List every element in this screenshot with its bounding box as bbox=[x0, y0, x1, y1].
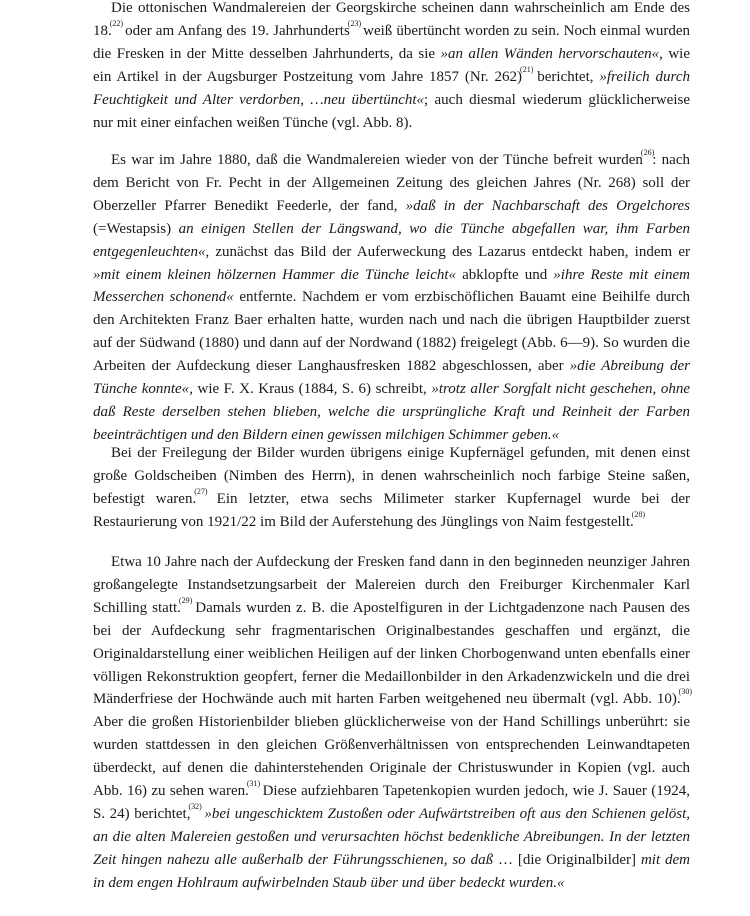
body-text: Bei der Freilegung der Bilder wurden übrigens einige Kupfernägel gefunden, mit denen einst große Goldscheiben (Nimben des Herrn), in denen wahrscheinlich noch farbige Steine saßen, befestigt waren. bbox=[93, 445, 690, 507]
body-text: : nach dem Bericht von Fr. Pecht in der Allgemeinen Zeitung des gleichen Jahres (Nr. 268) soll der Oberzeller Pfarrer Benedikt Feederle, der fand, bbox=[93, 152, 690, 214]
quoted-text: »freilich durch Feuchtigkeit und Alter verdorben, …neu übertüncht« bbox=[93, 68, 690, 108]
body-text: entfernte. Nachdem er vom erzbischöflichen Bauamt eine Beihilfe durch den Architekten Franz Baer erhalten hatte, wurden nach und nach die übrigen Hauptbilder zuerst auf der Südwand (1880) und dann auf der Nordwand (1882) freigelegt (Abb. 6—9). So wurden die Arbeiten der Aufdeckung dieser Langhausfresken 1882 abgeschlossen, aber bbox=[93, 289, 691, 375]
quoted-text: »die Abreibung der Tünche konnte« bbox=[93, 358, 690, 398]
body-text: abklopfte und bbox=[456, 266, 554, 283]
quoted-text: mit dem in dem engen Hohlraum aufwirbelnden Staub über und über bedeckt wurden.« bbox=[93, 851, 690, 891]
footnote-marker: (27) bbox=[194, 486, 208, 496]
body-text: Etwa 10 Jahre nach der Aufdeckung der Fresken fand dann in den beginneden neunziger Jahren großangelegte Instandsetzungsarbeit der Malereien durch den Freiburger Kirchenmaler Karl Schilling statt. bbox=[93, 554, 690, 616]
body-text: , wie ein Artikel in der Augsburger Postzeitung vom Jahre 1857 (Nr. 262) bbox=[93, 45, 690, 85]
body-text: Es war im Jahre 1880, daß die Wandmalereien wieder von der Tünche befreit wurden bbox=[111, 152, 643, 168]
footnote-marker: (30) bbox=[678, 687, 692, 697]
body-text: ; auch diesmal wiederum glücklicherweise nur mit einer einfachen weißen Tünche (vgl. Abb. 8). bbox=[93, 91, 690, 131]
quoted-text: »mit einem kleinen hölzernen Hammer die Tünche leicht« bbox=[93, 266, 457, 283]
footnote-marker: (26) bbox=[640, 148, 655, 157]
body-text: berichtet, bbox=[531, 68, 600, 85]
body-text: Ein letzter, etwa sechs Milimeter starker Kupfernagel wurde bei der Restaurierung von 1921/22 im Bild der Auferstehung des Jünglings von Naim festgestellt. bbox=[93, 490, 691, 530]
footnote-marker: (23) bbox=[347, 18, 362, 28]
quoted-text: »bei ungeschicktem Zustoßen oder Aufwärtstreiben oft aus den Schienen gelöst, an die alten Malereien gestoßen und verursachten höchst bedenkliche Abreibungen. In der letzten Zeit hingen nahezu alle außerhalb der Führungsschienen, so daß bbox=[93, 805, 690, 868]
paragraph bbox=[93, 442, 690, 534]
quoted-text: »daß in der Nachbarschaft des Orgelchores bbox=[405, 197, 690, 214]
footnote-marker: (21) bbox=[520, 64, 534, 74]
paragraph bbox=[93, 149, 690, 447]
body-text: weiß übertüncht worden zu sein. Noch einmal wurden die Fresken in der Mitte desselben Jahrhunderts, da sie bbox=[93, 22, 690, 62]
body-text: (=Westapsis) bbox=[93, 220, 179, 237]
footnote-marker: (22) bbox=[109, 18, 124, 28]
body-text: , zunächst das Bild der Auferweckung des Lazarus entdeckt haben, indem er bbox=[205, 243, 690, 260]
body-text: oder am Anfang des 19. Jahrhunderts bbox=[121, 22, 350, 39]
paragraph bbox=[93, 551, 690, 895]
quoted-text: »an allen Wänden hervorschauten« bbox=[440, 45, 660, 62]
body-text: Aber die großen Historienbilder blieben glücklicherweise von der Hand Schillings unberührt: sie wurden stattdessen in den gleichen Größenverhältnissen von entsprechenden Leinwandtapeten überdeckt, auf denen die dahinterstehenden Originale der Christuswunder in Kopien (vgl. auch Abb. 16) zu sehen waren. bbox=[93, 714, 690, 800]
body-text: , wie F. X. Kraus (1884, S. 6) schreibt, bbox=[189, 381, 432, 398]
footnote-marker: (28) bbox=[631, 509, 646, 519]
footnote-marker: (31) bbox=[246, 779, 261, 789]
footnote-marker: (29) bbox=[178, 595, 193, 605]
quoted-text: »ihre Reste mit einem Messerchen schonend« bbox=[93, 266, 690, 306]
body-text: Die ottonischen Wandmalereien der Georgskirche scheinen dann wahrscheinlich am Ende des 18. bbox=[93, 0, 690, 39]
body-text: … [die Originalbilder] bbox=[493, 851, 641, 868]
quoted-text: an einigen Stellen der Längswand, wo die Tünche abgefallen war, ihm Farben entgegenleuchten« bbox=[93, 220, 690, 260]
body-text: Damals wurden z. B. die Apostelfiguren in der Lichtgadenzone nach Pausen des bei der Aufdeckung sehr fragmentarischen Originalbestandes geschaffen und ergänzt, die Originaldarstellung einer weiblichen Heiligen auf der linken Chorbogenwand unten ebenfalls einer völligen Rekonstruktion geopfert, ferner die Medaillonbilder in den Arkadenzwickeln und die drei Mänderfriese der Hochwände auch mit harten Farben weitgehened neu übermalt (vgl. Abb. 10). bbox=[93, 599, 691, 708]
paragraph bbox=[93, 0, 690, 134]
footnote-marker: (32) bbox=[188, 801, 202, 811]
body-text: Diese aufziehbaren Tapetenkopien wurden jedoch, wie J. Sauer (1924, S. 24) berichtet, bbox=[93, 783, 690, 822]
quoted-text: »trotz aller Sorgfalt nicht geschehen, ohne daß Reste derselben stehen blieben, welche die ursprüngliche Kraft und Reinheit der Farben beeinträchtigen und den Bildern einen gewissen milchigen Schimmer geben.« bbox=[93, 381, 690, 443]
